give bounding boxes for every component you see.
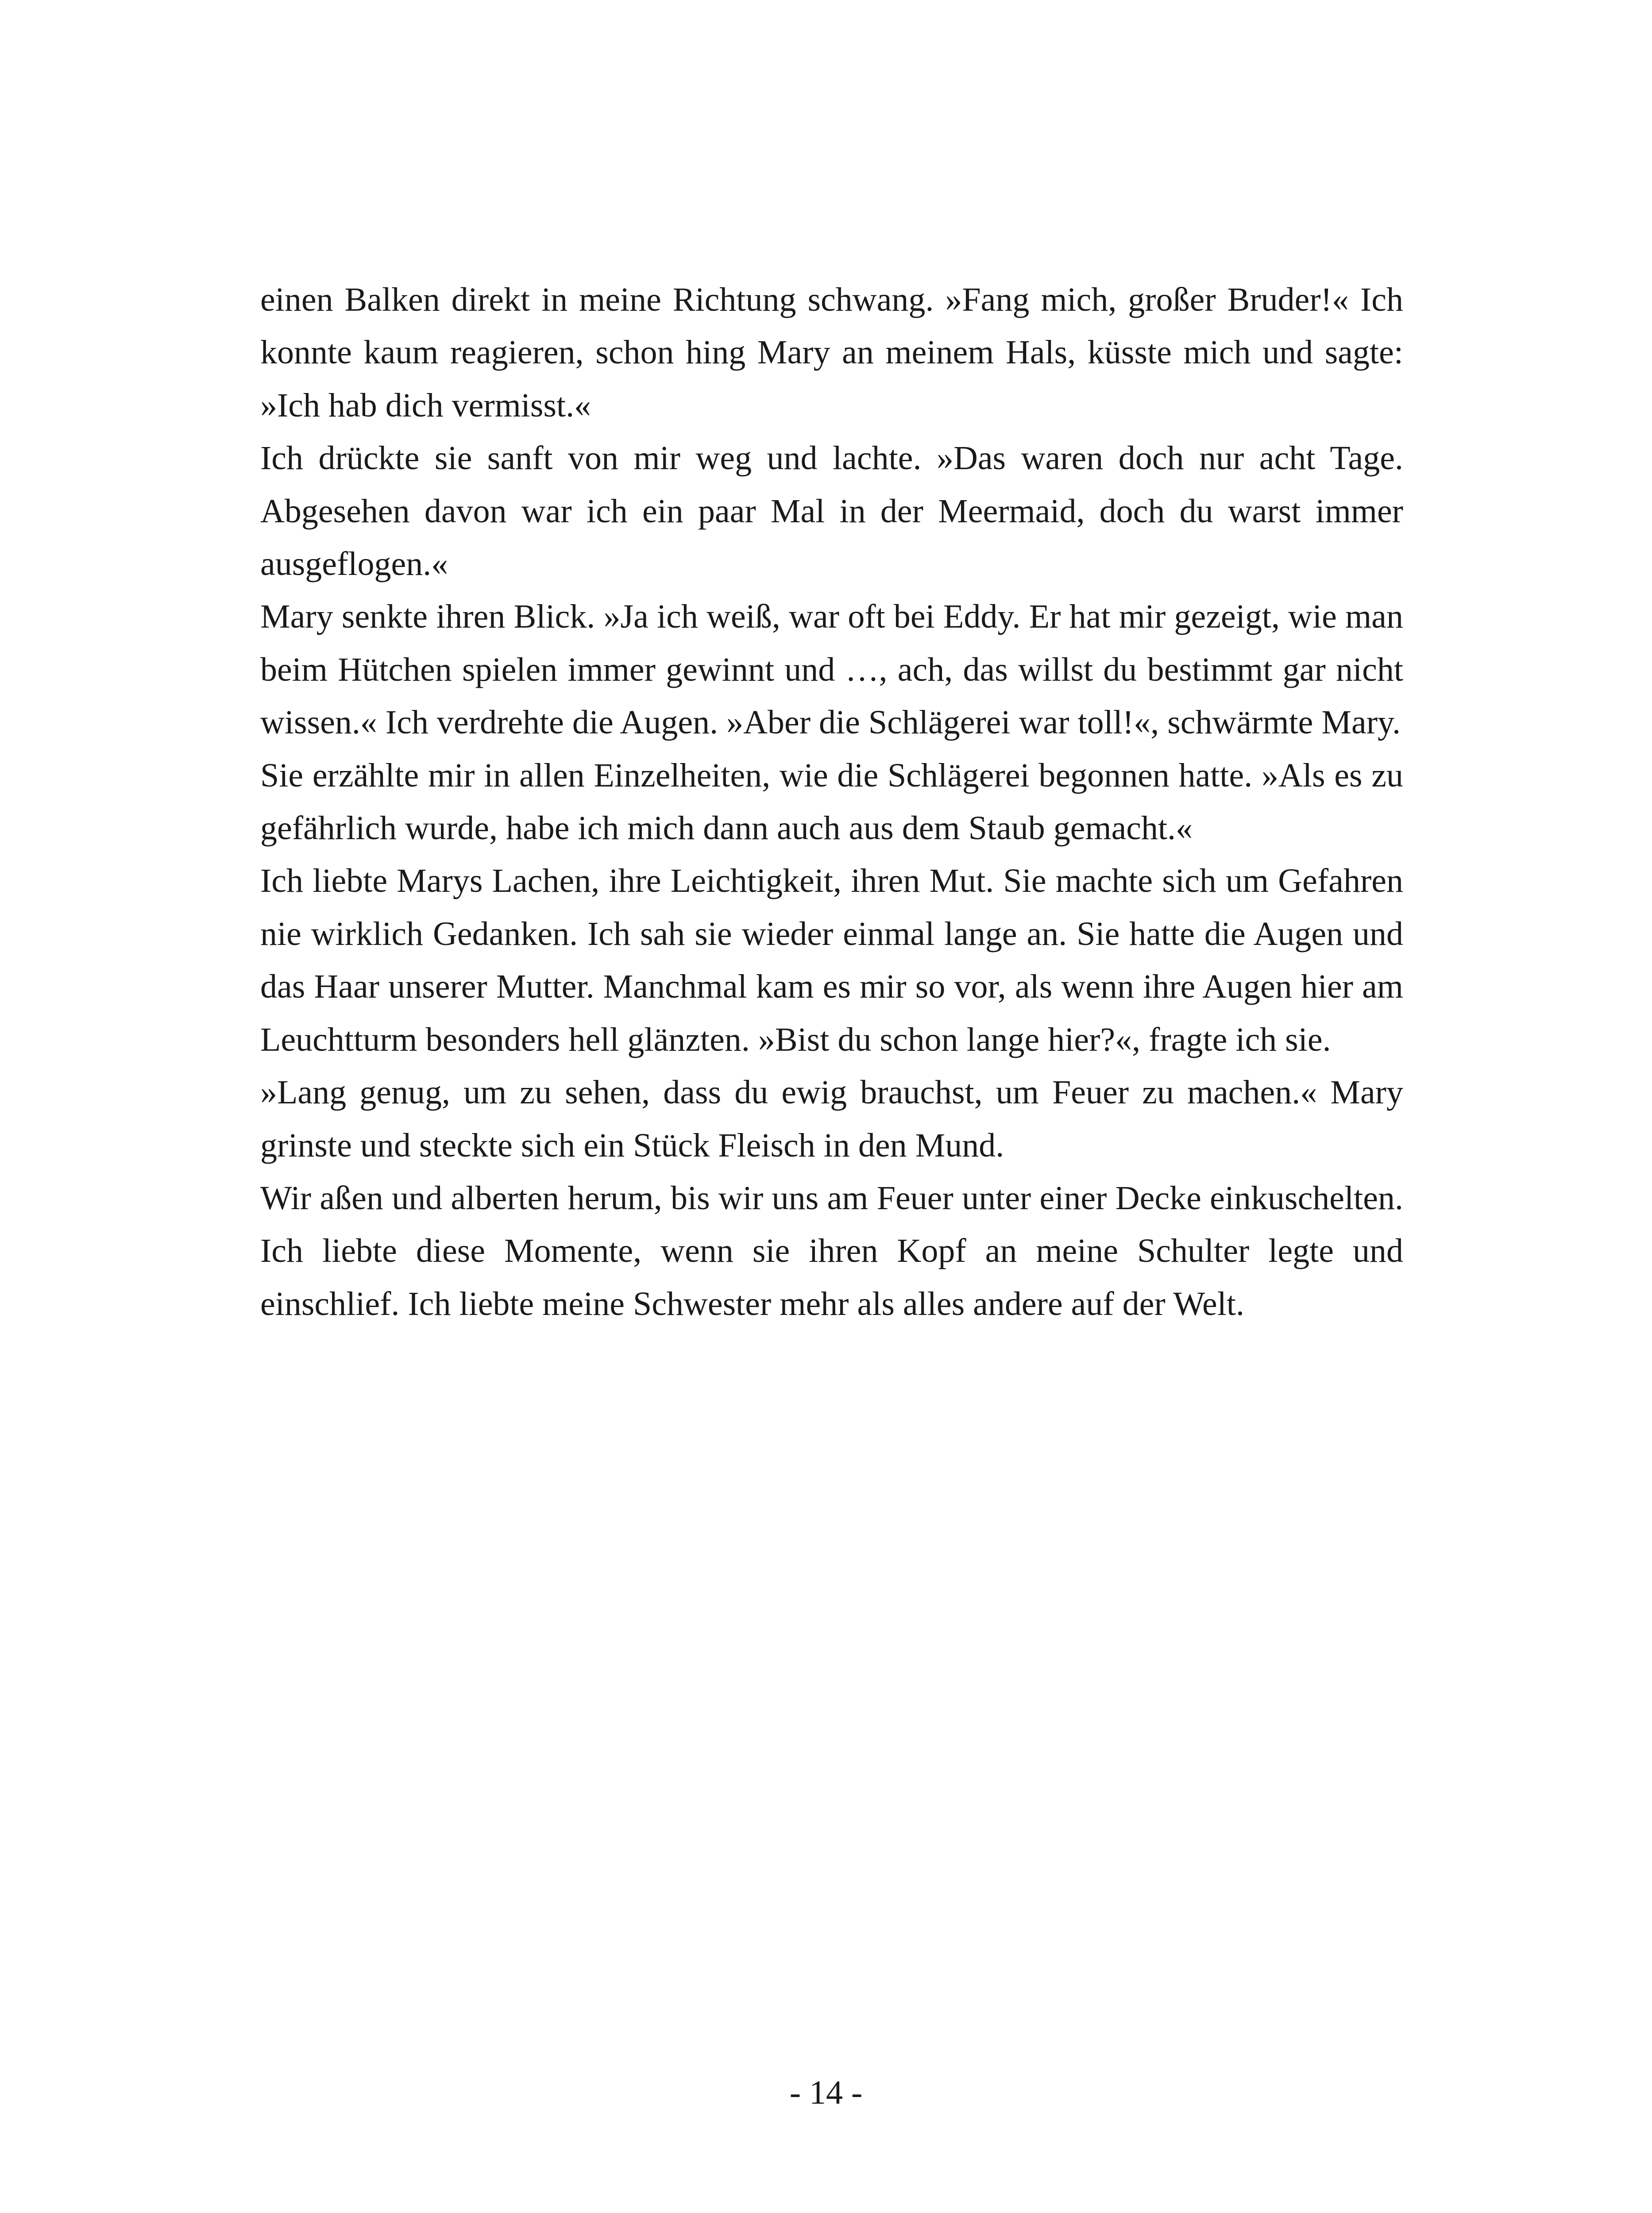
paragraph-5: Ich liebte Marys Lachen, ihre Leichtigkeit, ihren Mut. Sie machte sich um Gefahren nie wirklich Gedanken. Ich sah sie wieder einmal lange an. Sie hatte die Augen und das Haar unserer Mutter. Manchmal kam es mir so vor, als wenn ihre Augen hier am Leuchtturm besonders hell glänzten. »Bist du schon lange hier?«, fragte ich sie. (260, 862, 1403, 1058)
paragraph-2: Ich drückte sie sanft von mir weg und lachte. »Das waren doch nur acht Tage. Abgesehen davon war ich ein paar Mal in der Meermaid, doch du warst immer ausgeflogen.« (260, 440, 1403, 583)
paragraph-6: »Lang genug, um zu sehen, dass du ewig brauchst, um Feuer zu machen.« Mary grinste und steckte sich ein Stück Fleisch in den Mund. (260, 1074, 1403, 1164)
paragraph-7: Wir aßen und alberten herum, bis wir uns am Feuer unter einer Decke einkuschelten. Ich liebte diese Momente, wenn sie ihren Kopf an meine Schulter legte und einschlief. Ich liebte meine Schwester mehr als alles andere auf der Welt. (260, 1179, 1403, 1322)
paragraph-1: einen Balken direkt in meine Richtung schwang. »Fang mich, großer Bruder!« Ich konnte kaum reagieren, schon hing Mary an meinem Hals, küsste mich und sagte: »Ich hab dich vermisst.« (260, 281, 1403, 424)
body-text (260, 274, 1403, 1330)
paragraph-3: Mary senkte ihren Blick. »Ja ich weiß, war oft bei Eddy. Er hat mir gezeigt, wie man beim Hütchen spielen immer gewinnt und …, ach, das willst du bestimmt gar nicht wissen.« Ich verdrehte die Augen. »Aber die Schlägerei war toll!«, schwärmte Mary. (260, 598, 1403, 741)
paragraph-4: Sie erzählte mir in allen Einzelheiten, wie die Schlägerei begonnen hatte. »Als es zu gefährlich wurde, habe ich mich dann auch aus dem Staub gemacht.« (260, 756, 1403, 847)
page-number: - 14 - (789, 2074, 863, 2111)
